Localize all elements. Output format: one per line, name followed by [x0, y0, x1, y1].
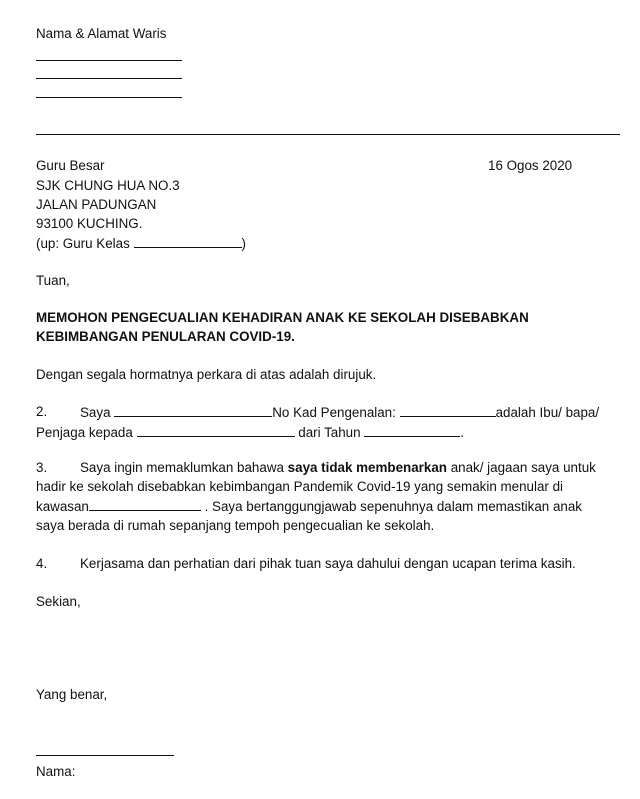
attention-suffix: ) — [241, 236, 246, 251]
signature-line — [36, 755, 174, 756]
para2-relation: adalah Ibu/ bapa/ — [495, 405, 600, 420]
salutation: Tuan, — [36, 273, 70, 288]
para2-end: . — [460, 425, 465, 440]
para3-line3-end: . Saya bertanggungjawab sepenuhnya dalam memastikan anak — [200, 499, 582, 514]
closing: Sekian, — [36, 594, 81, 609]
para2-guardian: Penjaga kepada — [36, 425, 133, 440]
attention-prefix: (up: Guru Kelas — [36, 236, 130, 251]
para2-number: 2. — [36, 404, 48, 419]
para3-line3 — [36, 498, 582, 514]
para2-year-label: dari Tahun — [298, 425, 361, 440]
sender-line-1 — [36, 60, 182, 61]
recipient-postcode-city: 93100 KUCHING. — [36, 216, 143, 231]
sender-line-3 — [36, 97, 182, 98]
class-teacher-blank — [134, 235, 242, 248]
para3-line1-start: Saya ingin memaklumkan bahawa — [80, 460, 288, 475]
child-name-blank — [137, 424, 295, 437]
para2-line1 — [80, 404, 599, 420]
para2-line2 — [36, 424, 464, 440]
area-blank — [89, 498, 201, 511]
para3-line1 — [80, 460, 596, 475]
subject-line-1: MEMOHON PENGECUALIAN KEHADIRAN ANAK KE SEKOLAH DISEBABKAN — [36, 310, 529, 325]
recipient-street: JALAN PADUNGAN — [36, 197, 157, 212]
parent-name-blank — [114, 404, 272, 417]
header-divider — [36, 134, 620, 135]
sender-label: Nama & Alamat Waris — [36, 26, 167, 41]
para3-line2: hadir ke sekolah disebabkan kebimbangan Pandemik Covid-19 yang semakin menular di — [36, 479, 564, 494]
ic-number-blank — [400, 404, 496, 417]
signoff: Yang benar, — [36, 687, 108, 702]
para3-line4: saya berada di rumah sepanjang tempoh pengecualian ke sekolah. — [36, 518, 435, 533]
para4-number: 4. — [36, 556, 48, 571]
recipient-school: SJK CHUNG HUA NO.3 — [36, 178, 180, 193]
recipient-attention — [36, 235, 246, 251]
para3-line1-bold: saya tidak membenarkan — [287, 460, 447, 475]
recipient-title: Guru Besar — [36, 158, 105, 173]
para3-line3-start: kawasan — [36, 499, 89, 514]
subject-line-2: KEBIMBANGAN PENULARAN COVID-19. — [36, 329, 295, 344]
para3-number: 3. — [36, 460, 48, 475]
para4-text: Kerjasama dan perhatian dari pihak tuan saya dahului dengan ucapan terima kasih. — [80, 556, 576, 571]
intro-text: Dengan segala hormatnya perkara di atas adalah dirujuk. — [36, 367, 377, 382]
letter-date: 16 Ogos 2020 — [488, 158, 573, 173]
para2-ic-label: No Kad Pengenalan: — [272, 405, 396, 420]
name-label: Nama: — [36, 764, 76, 779]
para3-line1-end: anak/ jagaan saya untuk — [446, 460, 596, 475]
para2-saya: Saya — [80, 405, 111, 420]
sender-line-2 — [36, 78, 182, 79]
year-blank — [364, 424, 460, 437]
